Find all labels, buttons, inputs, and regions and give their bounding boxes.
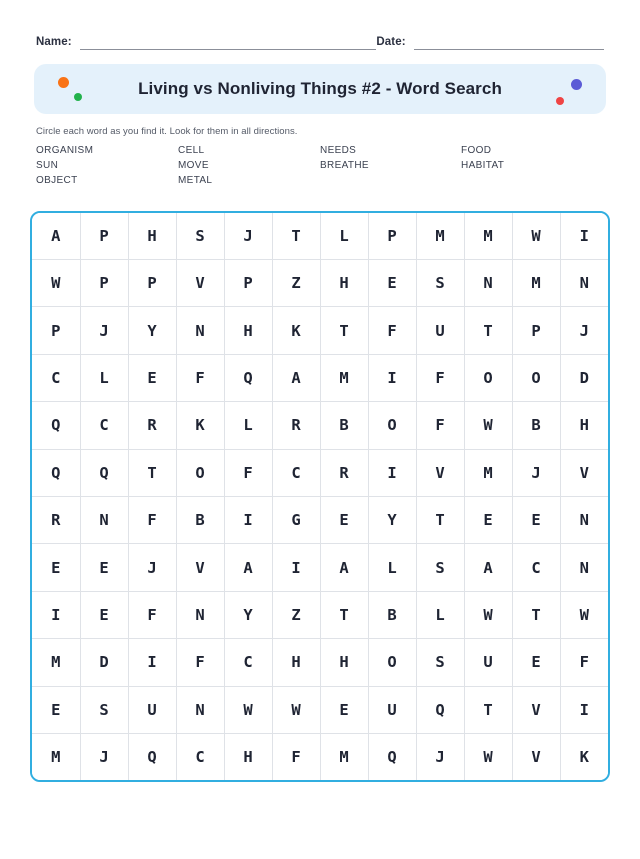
- grid-cell[interactable]: P: [512, 307, 560, 354]
- grid-cell[interactable]: R: [320, 449, 368, 496]
- grid-cell[interactable]: N: [560, 260, 608, 307]
- name-field[interactable]: [36, 35, 376, 50]
- grid-cell[interactable]: H: [224, 733, 272, 780]
- grid-row: [32, 260, 608, 307]
- green-dot-icon: [74, 93, 82, 101]
- name-input-rule[interactable]: [80, 35, 377, 50]
- grid-row: [32, 449, 608, 496]
- red-dot-icon: [556, 97, 564, 105]
- grid-cell[interactable]: R: [272, 402, 320, 449]
- grid-cell[interactable]: F: [128, 591, 176, 638]
- grid-cell[interactable]: T: [128, 449, 176, 496]
- grid-cell[interactable]: A: [224, 544, 272, 591]
- grid-cell[interactable]: T: [272, 213, 320, 260]
- grid-cell[interactable]: L: [416, 591, 464, 638]
- grid-cell[interactable]: M: [512, 260, 560, 307]
- word-search-grid[interactable]: [30, 211, 610, 783]
- grid-row: [32, 496, 608, 543]
- grid-row: [32, 591, 608, 638]
- grid-cell[interactable]: O: [368, 639, 416, 686]
- grid-cell[interactable]: K: [560, 733, 608, 780]
- grid-row: [32, 307, 608, 354]
- grid-cell[interactable]: E: [80, 591, 128, 638]
- grid-cell[interactable]: H: [272, 639, 320, 686]
- orange-dot-icon: [58, 77, 69, 88]
- grid-cell[interactable]: L: [80, 354, 128, 401]
- grid-cell[interactable]: F: [560, 639, 608, 686]
- blue-dot-icon: [571, 79, 582, 90]
- grid-cell[interactable]: A: [320, 544, 368, 591]
- grid-cell[interactable]: J: [224, 213, 272, 260]
- grid-cell[interactable]: J: [80, 733, 128, 780]
- grid-cell[interactable]: M: [464, 213, 512, 260]
- puzzle-grid-table: [32, 213, 608, 781]
- grid-cell[interactable]: E: [512, 639, 560, 686]
- title-banner: [34, 64, 606, 114]
- grid-cell[interactable]: V: [512, 686, 560, 733]
- grid-cell[interactable]: V: [176, 260, 224, 307]
- grid-cell[interactable]: O: [176, 449, 224, 496]
- name-date-row: [0, 30, 640, 50]
- grid-cell[interactable]: Y: [224, 591, 272, 638]
- grid-cell[interactable]: Q: [128, 733, 176, 780]
- grid-cell[interactable]: E: [32, 544, 80, 591]
- grid-cell[interactable]: V: [176, 544, 224, 591]
- grid-cell[interactable]: S: [80, 686, 128, 733]
- grid-cell[interactable]: Q: [416, 686, 464, 733]
- grid-cell[interactable]: S: [416, 260, 464, 307]
- page-title: Living vs Nonliving Things #2 - Word Search: [138, 79, 502, 98]
- grid-cell[interactable]: M: [32, 639, 80, 686]
- word-list-item: CELL: [178, 145, 205, 156]
- grid-cell[interactable]: E: [128, 354, 176, 401]
- grid-cell[interactable]: F: [416, 354, 464, 401]
- grid-cell[interactable]: T: [464, 307, 512, 354]
- grid-cell[interactable]: Z: [272, 260, 320, 307]
- grid-row: [32, 213, 608, 260]
- grid-cell[interactable]: T: [320, 307, 368, 354]
- grid-cell[interactable]: T: [320, 591, 368, 638]
- grid-cell[interactable]: B: [368, 591, 416, 638]
- grid-cell[interactable]: A: [272, 354, 320, 401]
- word-list-item: METAL: [178, 175, 213, 187]
- grid-cell[interactable]: N: [176, 307, 224, 354]
- grid-cell[interactable]: J: [80, 307, 128, 354]
- grid-cell[interactable]: M: [416, 213, 464, 260]
- grid-cell[interactable]: F: [272, 733, 320, 780]
- word-list: [36, 143, 604, 189]
- grid-cell[interactable]: Q: [368, 733, 416, 780]
- grid-row: [32, 686, 608, 733]
- grid-cell[interactable]: W: [32, 260, 80, 307]
- grid-cell[interactable]: C: [32, 354, 80, 401]
- grid-cell[interactable]: E: [512, 496, 560, 543]
- grid-cell[interactable]: I: [272, 544, 320, 591]
- grid-cell[interactable]: K: [176, 402, 224, 449]
- grid-cell[interactable]: I: [560, 686, 608, 733]
- grid-cell[interactable]: M: [320, 354, 368, 401]
- word-list-item: NEEDS: [320, 145, 357, 156]
- grid-cell[interactable]: I: [128, 639, 176, 686]
- grid-cell[interactable]: E: [368, 260, 416, 307]
- grid-cell[interactable]: N: [80, 496, 128, 543]
- grid-cell[interactable]: I: [368, 449, 416, 496]
- grid-cell[interactable]: W: [272, 686, 320, 733]
- word-list-item: MOVE: [178, 160, 209, 172]
- grid-cell[interactable]: R: [128, 402, 176, 449]
- grid-cell[interactable]: W: [464, 591, 512, 638]
- grid-cell[interactable]: E: [320, 686, 368, 733]
- word-list-item: ORGANISM: [36, 145, 94, 156]
- grid-cell[interactable]: N: [560, 544, 608, 591]
- grid-cell[interactable]: B: [320, 402, 368, 449]
- grid-cell[interactable]: W: [560, 591, 608, 638]
- word-list-item: OBJECT: [36, 175, 78, 187]
- grid-cell[interactable]: E: [80, 544, 128, 591]
- grid-cell[interactable]: M: [320, 733, 368, 780]
- grid-cell[interactable]: C: [224, 639, 272, 686]
- grid-cell[interactable]: R: [32, 496, 80, 543]
- grid-cell[interactable]: U: [128, 686, 176, 733]
- grid-cell[interactable]: W: [464, 402, 512, 449]
- grid-cell[interactable]: J: [512, 449, 560, 496]
- grid-cell[interactable]: Y: [128, 307, 176, 354]
- grid-cell[interactable]: N: [176, 591, 224, 638]
- grid-cell[interactable]: Q: [80, 449, 128, 496]
- grid-cell[interactable]: E: [464, 496, 512, 543]
- grid-cell[interactable]: P: [32, 307, 80, 354]
- grid-cell[interactable]: T: [464, 686, 512, 733]
- grid-cell[interactable]: T: [416, 496, 464, 543]
- grid-cell[interactable]: P: [80, 213, 128, 260]
- grid-cell[interactable]: P: [224, 260, 272, 307]
- grid-cell[interactable]: Q: [224, 354, 272, 401]
- date-label: Date:: [376, 36, 406, 48]
- grid-cell[interactable]: W: [512, 213, 560, 260]
- grid-cell[interactable]: J: [128, 544, 176, 591]
- grid-cell[interactable]: D: [560, 354, 608, 401]
- grid-cell[interactable]: P: [368, 213, 416, 260]
- grid-cell[interactable]: S: [416, 544, 464, 591]
- grid-cell[interactable]: D: [80, 639, 128, 686]
- grid-cell[interactable]: C: [272, 449, 320, 496]
- grid-cell[interactable]: O: [512, 354, 560, 401]
- grid-cell[interactable]: F: [368, 307, 416, 354]
- word-list-item: SUN: [36, 160, 59, 172]
- grid-cell[interactable]: F: [128, 496, 176, 543]
- grid-row: [32, 733, 608, 780]
- grid-row: [32, 639, 608, 686]
- grid-cell[interactable]: L: [320, 213, 368, 260]
- grid-cell[interactable]: I: [32, 591, 80, 638]
- grid-cell[interactable]: V: [560, 449, 608, 496]
- grid-cell[interactable]: L: [224, 402, 272, 449]
- grid-cell[interactable]: F: [176, 639, 224, 686]
- grid-cell[interactable]: V: [416, 449, 464, 496]
- grid-cell[interactable]: Q: [32, 449, 80, 496]
- grid-cell[interactable]: P: [80, 260, 128, 307]
- grid-row: [32, 402, 608, 449]
- grid-cell[interactable]: L: [368, 544, 416, 591]
- word-list-item: FOOD: [461, 145, 492, 156]
- grid-cell[interactable]: F: [224, 449, 272, 496]
- grid-cell[interactable]: G: [272, 496, 320, 543]
- date-field[interactable]: [376, 35, 604, 50]
- grid-cell[interactable]: O: [368, 402, 416, 449]
- grid-cell[interactable]: C: [80, 402, 128, 449]
- grid-cell[interactable]: C: [512, 544, 560, 591]
- grid-cell[interactable]: E: [32, 686, 80, 733]
- worksheet-page: [0, 30, 640, 859]
- grid-cell[interactable]: H: [224, 307, 272, 354]
- grid-cell[interactable]: F: [416, 402, 464, 449]
- grid-row: [32, 544, 608, 591]
- grid-cell[interactable]: N: [560, 496, 608, 543]
- grid-cell[interactable]: H: [320, 639, 368, 686]
- date-input-rule[interactable]: [414, 35, 604, 50]
- grid-cell[interactable]: A: [464, 544, 512, 591]
- grid-cell[interactable]: I: [368, 354, 416, 401]
- grid-cell[interactable]: B: [176, 496, 224, 543]
- name-label: Name:: [36, 36, 72, 48]
- grid-cell[interactable]: V: [512, 733, 560, 780]
- grid-cell[interactable]: H: [560, 402, 608, 449]
- grid-cell[interactable]: F: [176, 354, 224, 401]
- grid-row: [32, 354, 608, 401]
- grid-cell[interactable]: E: [320, 496, 368, 543]
- grid-cell[interactable]: Y: [368, 496, 416, 543]
- grid-cell[interactable]: H: [320, 260, 368, 307]
- grid-cell[interactable]: O: [464, 354, 512, 401]
- grid-cell[interactable]: N: [176, 686, 224, 733]
- grid-cell[interactable]: Q: [32, 402, 80, 449]
- grid-cell[interactable]: U: [368, 686, 416, 733]
- grid-cell[interactable]: P: [128, 260, 176, 307]
- grid-cell[interactable]: T: [512, 591, 560, 638]
- grid-cell[interactable]: S: [416, 639, 464, 686]
- word-list-item: BREATHE: [320, 160, 369, 172]
- grid-cell[interactable]: Z: [272, 591, 320, 638]
- grid-cell[interactable]: J: [416, 733, 464, 780]
- grid-cell[interactable]: B: [512, 402, 560, 449]
- grid-cell[interactable]: N: [464, 260, 512, 307]
- grid-cell[interactable]: K: [272, 307, 320, 354]
- grid-cell[interactable]: U: [416, 307, 464, 354]
- grid-cell[interactable]: C: [176, 733, 224, 780]
- grid-cell[interactable]: I: [560, 213, 608, 260]
- word-list-item: HABITAT: [461, 160, 505, 172]
- grid-cell[interactable]: W: [464, 733, 512, 780]
- grid-cell[interactable]: W: [224, 686, 272, 733]
- grid-cell[interactable]: J: [560, 307, 608, 354]
- grid-cell[interactable]: M: [32, 733, 80, 780]
- grid-cell[interactable]: I: [224, 496, 272, 543]
- grid-cell[interactable]: M: [464, 449, 512, 496]
- instructions-text: Circle each word as you find it. Look for them in all directions.: [36, 126, 298, 137]
- grid-cell[interactable]: U: [464, 639, 512, 686]
- grid-cell[interactable]: A: [32, 213, 80, 260]
- grid-cell[interactable]: S: [176, 213, 224, 260]
- grid-cell[interactable]: H: [128, 213, 176, 260]
